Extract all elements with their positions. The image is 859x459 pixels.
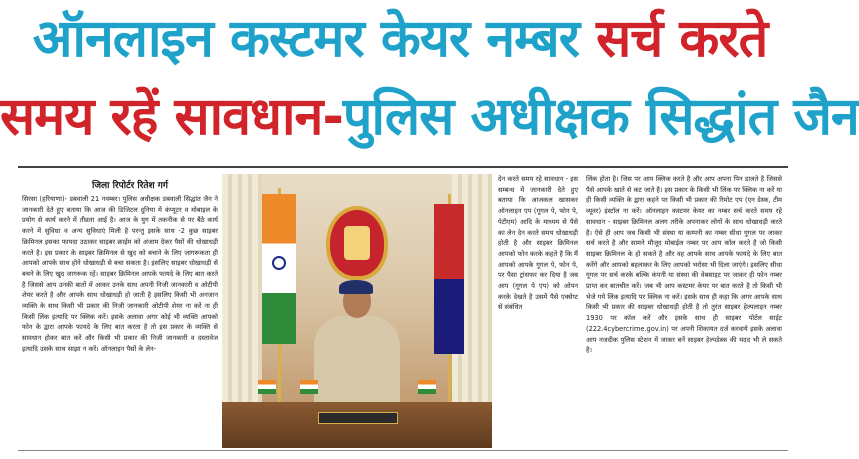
article-column-3: लिंक होता है। जिस पर आप क्लिक करते है और आप अपना पिन डालते है जिससे पैसे आपके खाते से कट जाते है। इस प्रकार के किसी भी लिंक पर क्लिक ना करें या ही किसी व्यक्ति के द्वारा कहने पर किसी भी प्रकार की रिमोट एप (एन डेस्क, टीम व्यूवर) इंस्टॉल ना करें। ऑनलाइन कस्टमर केयर का नम्बर सर्च करते समय रहे सावधान - साइबर क्रिमिनल अलग तरीके अपनाकर लोगों के साथ धोखाधड़ी करते है। ऐसे ही आप जब किसी भी संस्था या कम्पनी का नम्बर सीधा गूगल पर जाकर सर्च करते है और सामने मौजूद मोबाईल नम्बर पर आप कॉल करते है जो किसी साइबर क्रिमिनल के हो सकते है और वह आपके साथ आपके फायदे के लिए बात करेंगे और आपको बहलाकर के लिए आपको भरोसा भी दिला जाएंगे। इसलिए सीधा गूगल पर सर्च करके बल्कि कंपनी या संस्था की वेबसाइट पर जाकर ही फोन नम्बर प्राप्त कर बातचीत करें। जब भी आप कस्टमर केयर पर बात करते है तो किसी भी भेजे गये लिंक इत्यादि पर क्लिक ना करें। इसके साथ ही कहा कि अगर आपके साथ किसी भी प्रकार की साइबर धोखाधड़ी होती है तो तुरंत साइबर हेल्पलाइन नम्बर 1930 पर कॉल करें और इसके साथ ही साइबर पोर्टल साईट (222.4cybercrime.gov.in) पर अपनी शिकायत दर्ज करवाये इसके अलावा आप नजदीक पुलिस स्टेशन में जाकर बनें साइबर हेल्पडेस्क की मदद भी ले सकते है।: [586, 175, 782, 355]
office-desk: [222, 402, 492, 448]
headline-line-2: [0, 84, 859, 150]
headline-line-2-accent: समय रहें सावधान-: [0, 87, 343, 147]
bottom-divider: [18, 450, 788, 451]
article-column-2: देन करते समय रहे सावधान - इस सम्बन्ध में जानकारी देते हुए बताया कि आजकल खासकर ऑनलाइन एप (गूगल पे, फोन पे, पेटीएम) आदि के माध्यम से पैसे का लेन देन करते समय धोखाधड़ी होती है और साइबर क्रिमिनल आपको फोन करके कहते है कि मैं आपको आपके गूगल पे, फोन पे, पर पैसा ट्रांसफर कर दिया है जब आप (गूगल पे एप) को ओपन करके देखते है उसमें पैसे एक्सेप्ट से संबंधित: [498, 175, 578, 312]
police-emblem: [326, 206, 388, 280]
police-flag: [434, 204, 464, 354]
emblem-crest-icon: [344, 226, 370, 260]
indian-flag: [262, 194, 296, 344]
headline-line-1: [0, 6, 800, 72]
desk-flag-mid: [300, 380, 318, 394]
ashoka-chakra-icon: [272, 256, 286, 270]
headline-line-1-accent: सर्च करते: [596, 9, 768, 69]
article-column-1: सिरसा (हरियाणा)- डबवाली 21 नवम्बर। पुलिस अधीक्षक डबवाली सिद्धांत जैन ने जानकारी देते हुए बताया कि आज की डिजिटल दुनिया में कंप्यूटर व मोबाइल के प्रयोग से कार्य करने में तीव्रता आई है। आज के युग में तकनीक से पर बैठे कार्य करने में सुविधा व अन्य सुविधाएं मिली है परन्तु इसके साथ -2 कुछ साइबर क्रिमिनल इसका फायदा उठाकर साइबर क्राईम को अंजाम देकर पैसों की धोखाधड़ी करते है। इस प्रकार के साइबर क्रिमिनल से खुद को बचाने के लिए जागरूकता ही आपको आपके साथ होने धोखाधड़ी से बचा सकता है। इसलिए साइबर धोखाधड़ी से बचने के लिए खुद जागरूक रहें। साइबर क्रिमिनल आपके फायदे के लिए बात करते है जिससे आप उनकी बातों में आकर उनके साथ अपनी निजी जानकारी व ओटीपी शेयर करते है और आपके साथ धोखाधड़ी हो जाती है इसलिए किसी भी अनजान व्यक्ति के साथ किसी भी प्रकार की निजी जानकारी ओटीपी शेयर ना करें ना ही किसी लिंक इत्यादि पर क्लिक करें। इसके अलावा अगर कोई भी व्यक्ति आपको फोन के द्वारा आपके फायदे के लिए बात करता है तो इस प्रकार के व्यक्ति से सावधान होकर बात करें और किसी भी प्रकार की निजी जानकारी व दस्तावेज इत्यादि उसके साथ साझा न करें। ऑनलाइन पैसों के लेन-: [22, 195, 218, 353]
officer-beret: [339, 280, 373, 294]
headline-divider: [18, 166, 788, 168]
byline: जिला रिपोर्टर रितेश गर्ग: [92, 181, 168, 191]
headline-line-2-main: पुलिस अधीक्षक सिद्धांत जैन: [342, 87, 859, 147]
news-photo: [222, 174, 492, 448]
desk-flag-right: [418, 380, 436, 394]
desk-nameplate: [318, 412, 398, 424]
desk-flag-left: [258, 380, 276, 394]
headline-line-1-main: ऑनलाइन कस्टमर केयर नम्बर: [32, 9, 597, 69]
